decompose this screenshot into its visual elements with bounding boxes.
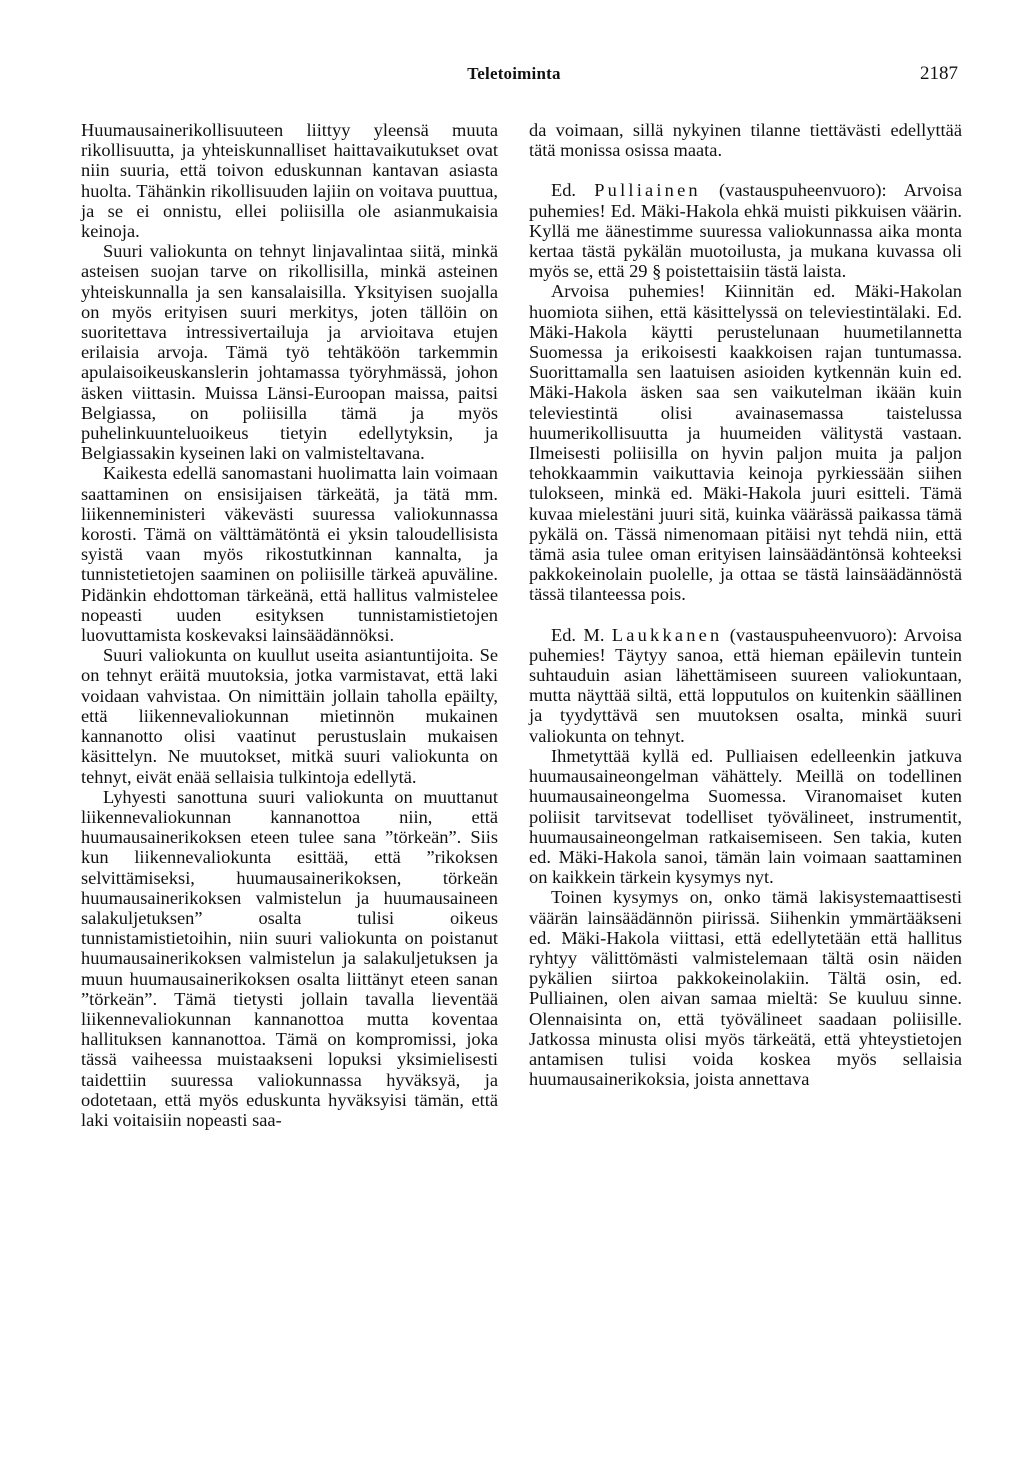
paragraph: Huumausainerikollisuuteen liittyy yleensä muuta rikollisuutta, ja yhteiskunnalliset haittavaikutukset ovat niin suuria, että toivon eduskunnan kantavan asiasta huolta. Tähänkin rikollisuuden lajiin on voitava puuttua, ja se ei onnistu, ellei poliisilla ole asianmukaisia keinoja. xyxy=(81,120,498,242)
paragraph: Suuri valiokunta on kuullut useita asiantuntijoita. Se on tehnyt eräitä muutoksia, jotka varmistavat, että laki voidaan vahvistaa. On nimittäin jollain taholla epäilty, että liikennevaliokunnan mietinnön mukainen kannanotto olisi vaatinut perustuslain mukaisen käsittelyn. Ne muutokset, mitkä suuri valiokunta on tehnyt, eivät enää sellaisia tulkintoja edellytä. xyxy=(81,645,498,787)
paragraph: Toinen kysymys on, onko tämä lakisystemaattisesti väärän lainsäädännön piirissä. Siihenkin ymmärtääkseni ed. Mäki-Hakola viittasi, että edellytetään että hallitus ryhtyy välittömästi valmistelemaan tältä osin näiden pykälien siirtoa pakkokeinolakiin. Tältä osin, ed. Pulliainen, olen aivan samaa mieltä: Se kuuluu sinne. Olennaisinta on, että työvälineet saadaan poliisille. Jatkossa minusta olisi myös tärkeätä, että yhteystietojen antamisen tulisi voida koskea myös sellaisia huumausainerikoksia, joista annettava xyxy=(529,887,962,1090)
speaker-prefix: Ed. xyxy=(551,180,577,201)
page-header xyxy=(70,64,958,88)
paragraph: Kaikesta edellä sanomastani huolimatta lain voimaan saattaminen on ensisijaisen tärkeätä, ja tätä mm. liikenneministeri väkevästi suuressa valiokunnassa korosti. Tämä on välttämätöntä ei yksin taloudellisista syistä vaan myös rikostutkinnan kannalta, ja tunnistetietojen saaminen on poliisille tärkeä apuväline. Pidänkin ehdottoman tärkeänä, että hallitus valmistelee nopeasti uuden esityksen tunnistamistietojen luovuttamista koskevaksi lainsäädännöksi. xyxy=(81,463,498,646)
speech-laukkanen xyxy=(529,625,962,746)
speech-text: Arvoisa puhemies! Täytyy sanoa, että hieman epäilevin tuntein suhtauduin asian lähettämiseen suureen valiokuntaan, mutta näyttää siltä, että lopputulos on kuitenkin säällinen ja tyydyttävä sen muutoksen osalta, minkä suuri valiokunta on tehnyt. xyxy=(529,624,962,746)
speaker-name: Pulliainen xyxy=(594,180,701,201)
right-column xyxy=(529,120,962,1089)
page-number: 2187 xyxy=(920,63,958,84)
paragraph: Suuri valiokunta on tehnyt linjavalintaa siitä, minkä asteisen suojan tarve on rikollisilla, minkä asteinen yhteiskunnalla ja sen kansalaisilla. Yksityisen suojalla on myös erityisen suuri merkitys, joten tällöin on suoritettava intressivertailuja ja arvioitava etujen erilaisia arvoja. Tämä työ tehtäköön tarkemmin apulaisoikeuskanslerin johtamassa työryhmässä, johon äsken viittasin. Muissa Länsi-Euroopan maissa, paitsi Belgiassa, on poliisilla tämä ja myös puhelinkuunteluoikeus tietyin edellytyksin, ja Belgiassakin kyseinen laki on valmisteltavana. xyxy=(81,241,498,464)
speaker-role: (vastauspuheenvuoro): xyxy=(719,180,887,201)
speech-pulliainen xyxy=(529,180,962,281)
paragraph: Lyhyesti sanottuna suuri valiokunta on muuttanut liikennevaliokunnan kannanottoa niin, että huumausainerikoksen eteen tulee sana ”törkeän”. Siis kun liikennevaliokunta esittää, että ”rikoksen selvittämiseksi, huumausainerikoksen, törkeän huumausainerikoksen valmistelun ja huumausaineen salakuljetuksen” osalta tulisi oikeus tunnistamistietoihin, niin suuri valiokunta on poistanut huumausainerikoksen valmistelun ja salakuljetuksen ja muun huumausainerikoksen osalta liittänyt eteen sanan ”törkeän”. Tämä tietysti jollain tavalla lieventää liikennevaliokunnan kannanottoa mutta koventaa hallituksen kannanottoa. Tämä on kompromissi, joka tässä vaiheessa muistaakseni lopuksi yksimielisesti taidettiin suuressa valiokunnassa hyväksyä, ja odotetaan, että myös eduskunta hyväksyisi tämän, että laki voitaisiin nopeasti saa- xyxy=(81,786,498,1130)
speaker-role: (vastauspuheenvuoro): xyxy=(729,624,898,645)
speaker-name: Laukkanen xyxy=(611,624,723,645)
running-title: Teletoiminta xyxy=(467,64,561,83)
speaker-prefix: Ed. M. xyxy=(551,624,605,645)
paragraph-continuation: da voimaan, sillä nykyinen tilanne tiettävästi edellyttää tätä monissa osissa maata. xyxy=(529,120,962,161)
paragraph: Ihmetyttää kyllä ed. Pulliaisen edelleenkin jatkuva huumausaineongelman vähättely. Meillä on todellinen huumausaineongelma Suomessa. Viranomaiset kuten poliisit tarvitsevat todelliset työvälineet, instrumentit, huumausaineongelman ratkaisemiseen. Sen takia, kuten ed. Mäki-Hakola sanoi, tämän lain voimaan saattaminen on kaikkein tärkein kysymys nyt. xyxy=(529,745,962,888)
left-column xyxy=(81,120,498,1130)
speech-text: Arvoisa puhemies! Ed. Mäki-Hakola ehkä muisti pikkuisen väärin. Kyllä me äänestimme suuressa valiokunnassa aika monta kertaa tästä pykälän muotoilusta, ja mukana kuvassa oli myös se, että 29 § poistettaisiin tästä laista. xyxy=(529,180,962,282)
paragraph: Arvoisa puhemies! Kiinnitän ed. Mäki-Hakolan huomiota siihen, että käsittelyssä on televiestintälaki. Ed. Mäki-Hakola käytti perustelunaan huumetilannetta Suomessa ja erikoisesti kaakkoisen rajan tuntumassa. Suorittamalla sen laatuisen asioiden kytkennän kuin ed. Mäki-Hakola äsken saa sen vaikutelman ikään kuin televiestintä olisi avainasemassa taistelussa huumerikollisuutta ja huumeiden välitystä vastaan. Ilmeisesti poliisilla on hyvin paljon muita ja paljon tehokkaammin vaikuttavia keinoja pyrkiessään siihen tulokseen, minkä ed. Mäki-Hakola juuri esitteli. Tämä kuvaa mielestäni juuri sitä, kuinka väärässä paikassa tämä pykälä on. Tässä nimenomaan pitäisi nyt tehdä niin, että tämä asia tulee oman erityisen lainsäädäntönsä kohteeksi pakkokeinolain puolelle, ja ottaa se tästä lainsäädännöstä tässä tilanteessa pois. xyxy=(529,281,962,605)
